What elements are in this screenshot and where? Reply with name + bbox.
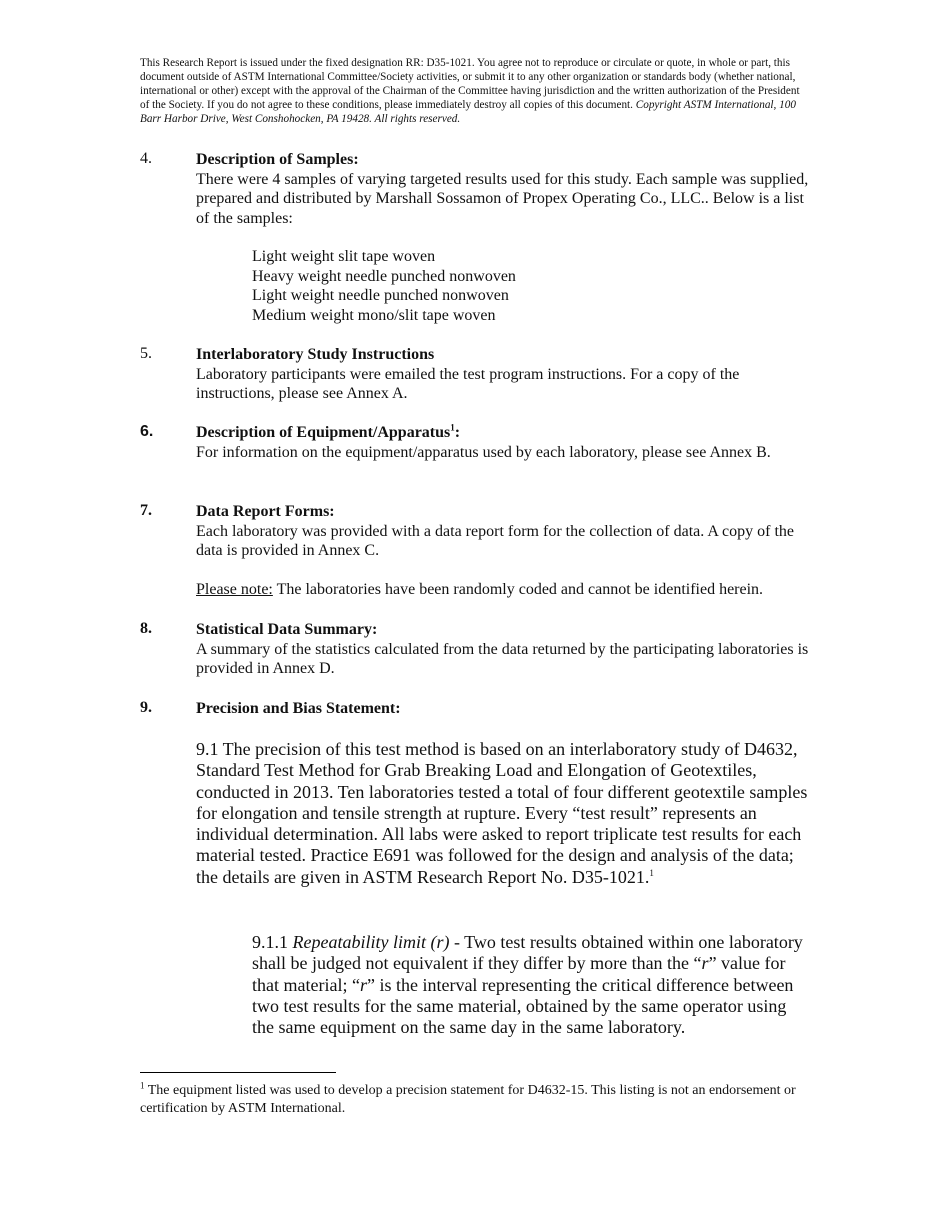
copyright-notice (140, 56, 810, 126)
copyright-line: Copyright ASTM International, 100 Barr Harbor Drive, West Conshohocken, PA 19428. All rights reserved. (140, 99, 796, 125)
sample-item: Medium weight mono/slit tape woven (252, 306, 496, 324)
paragraph-9-1-1-text-b: ” value for that material; “ (252, 953, 786, 995)
paragraph-9-1-text: 9.1 The precision of this test method is based on an interlaboratory study of D4632, Standard Test Method for Grab Breaking Load and Elongation of Geotextiles, conducted in 2013. Ten laboratories tested a total of four different geotextile samples for elongation and tensile strength at rupture. Every “test result” represents an individual determination. All labs were asked to report triplicate test results for each material tested. Practice E691 was followed for the design and analysis of the data; the details are given in ASTM Research Report No. D35-1021. (196, 739, 808, 887)
section-5 (196, 345, 816, 404)
footnote-mark: 1 (140, 1080, 145, 1091)
section-9-heading: Precision and Bias Statement: (196, 700, 401, 717)
section-8-heading: Statistical Data Summary: (196, 621, 378, 638)
section-5-heading: Interlaboratory Study Instructions (196, 346, 435, 363)
note-label: Please note: (196, 581, 273, 599)
r-symbol: r (359, 974, 367, 995)
footnote-divider (140, 1072, 336, 1073)
repeatability-term: Repeatability limit (r) (292, 932, 450, 952)
section-4-number: 4. (140, 150, 152, 167)
section-4-body: There were 4 samples of varying targeted results used for this study. Each sample was supplied, prepared and distributed by Marshall Sossamon of Propex Operating Co., LLC.. Below is a list of the samples: (196, 170, 809, 227)
r-symbol: r (701, 953, 709, 974)
section-4-heading: Description of Samples: (196, 151, 359, 168)
section-7-heading: Data Report Forms: (196, 503, 335, 520)
sample-item: Heavy weight needle punched nonwoven (252, 267, 516, 285)
section-6-number: 6. (140, 423, 154, 440)
sample-item: Light weight needle punched nonwoven (252, 287, 509, 305)
section-7-note (196, 580, 816, 600)
section-7 (196, 502, 816, 600)
section-8 (196, 620, 816, 679)
note-text: The laboratories have been randomly coded and cannot be identified herein. (272, 581, 764, 599)
section-9-number: 9. (140, 699, 152, 716)
paragraph-9-1 (196, 739, 816, 888)
section-8-body: A summary of the statistics calculated from the data returned by the participating laboratories is provided in Annex D. (196, 640, 809, 678)
section-6-heading-colon: : (454, 424, 461, 441)
section-5-body: Laboratory participants were emailed the test program instructions. For a copy of the instructions, please see Annex A. (196, 365, 740, 403)
notice-text: This Research Report is issued under the fixed designation RR: D35-1021. You agree not to reproduce or circulate or quote, in whole or part, this document outside of ASTM International Committee/Society activities, or submit it to any other organization or standards body (whether national, international or other) except with the approval of the Chairman of the Committee having jurisdiction and the written authorization of the President of the Society. If you do not agree to these conditions, please immediately destroy all copies of this document. (140, 57, 800, 111)
paragraph-9-1-1-number: 9.1.1 (252, 932, 293, 952)
sample-item: Light weight slit tape woven (252, 248, 436, 265)
sample-list (252, 247, 516, 325)
section-7-number: 7. (140, 502, 152, 519)
section-9 (196, 699, 816, 719)
paragraph-9-1-1 (252, 932, 812, 1038)
footnote-text: The equipment listed was used to develop a precision statement for D4632-15. This listing is not an endorsement or certification by ASTM International. (140, 1083, 796, 1116)
footnote (140, 1082, 800, 1118)
section-5-number: 5. (140, 345, 152, 362)
paragraph-9-1-1-text-c: ” is the interval representing the critical difference between two test results for the same material, obtained by the same operator using the same equipment on the same day in the same laboratory. (252, 974, 794, 1038)
section-6-body: For information on the equipment/apparatus used by each laboratory, please see Annex B. (196, 443, 771, 461)
section-4 (196, 150, 816, 228)
section-8-number: 8. (140, 620, 152, 637)
section-6 (196, 423, 816, 462)
section-6-heading (196, 423, 816, 443)
section-6-heading-text: Description of Equipment/Apparatus (196, 424, 451, 441)
paragraph-9-1-1-text-a: - Two test results obtained within one laboratory shall be judged not equivalent if they differ by more than the “ (252, 932, 803, 974)
footnote-ref: 1 (450, 422, 455, 433)
footnote-ref: 1 (649, 867, 654, 878)
section-7-body: Each laboratory was provided with a data report form for the collection of data. A copy of the data is provided in Annex C. (196, 522, 795, 560)
